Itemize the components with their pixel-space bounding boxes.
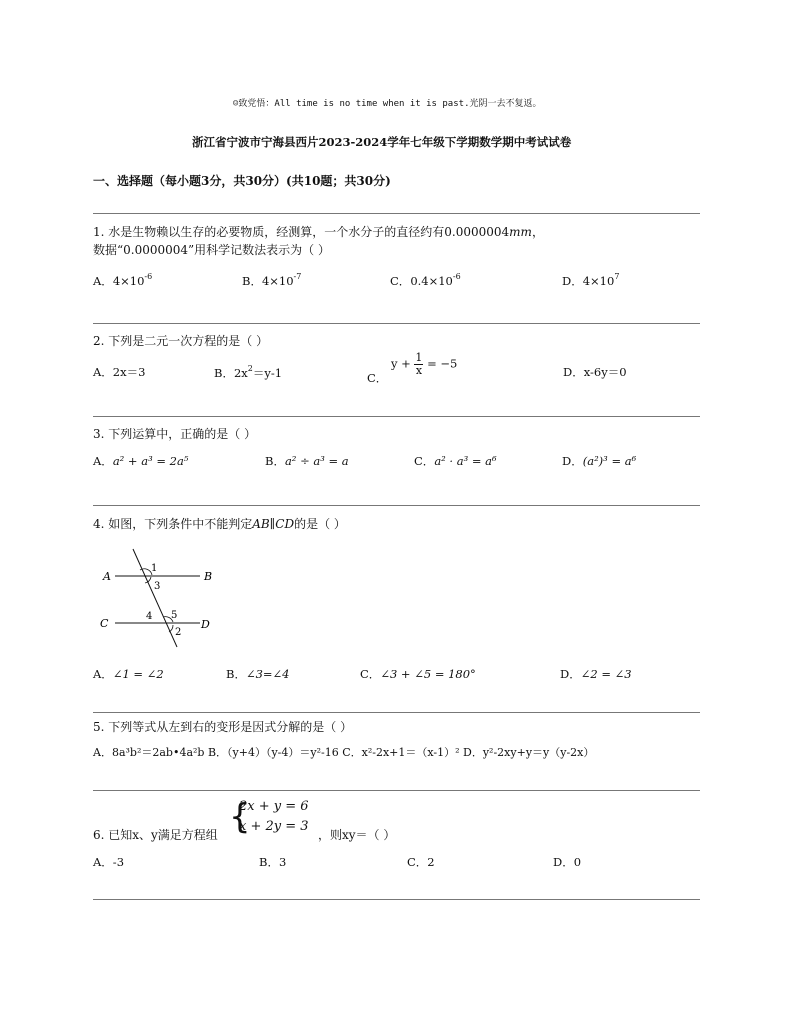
section-heading: 一、选择题（每小题3分，共30分）(共10题；共30分) bbox=[93, 174, 391, 188]
q1-option-d[interactable]: D．$4\times 10^7$ bbox=[562, 272, 620, 288]
q2-stem: 2. 下列是二元一次方程的是（ ） bbox=[93, 334, 269, 348]
brace-icon: { bbox=[229, 797, 251, 837]
label-c: C bbox=[100, 617, 109, 630]
q2-option-c[interactable]: C． y + $\frac{1}{x}$ = −5 bbox=[367, 351, 458, 385]
q2-option-d[interactable]: D．x-6y＝0 bbox=[563, 365, 627, 379]
q3-option-a[interactable]: A．a² + a³ = 2a⁵ bbox=[93, 454, 189, 468]
q6-equation-system bbox=[229, 797, 309, 837]
equation-2: x + 2y = 3 bbox=[239, 819, 309, 834]
q6-stem-pre: 6. 已知x、y满足方程组 bbox=[93, 828, 218, 842]
q4-option-c[interactable]: C．∠3 + ∠5 = 180° bbox=[360, 667, 476, 681]
q1-option-c[interactable]: C．$0.4\times 10^{-6}$ bbox=[390, 272, 461, 288]
exam-title: 浙江省宁波市宁海县西片2023-2024学年七年级下学期数学期中考试试卷 bbox=[192, 135, 572, 149]
q6-option-c[interactable]: C．2 bbox=[407, 855, 435, 869]
q4-option-d[interactable]: D．∠2 = ∠3 bbox=[560, 667, 632, 681]
divider bbox=[93, 899, 700, 900]
q1-option-b[interactable]: B．$4\times 10^{-7}$ bbox=[242, 272, 302, 288]
q4-option-b[interactable]: B．∠3=∠4 bbox=[226, 667, 290, 681]
q5-options[interactable]: A．8a³b²＝2ab•4a²b B．（y+4）（y-4）＝y²-16 C．x²-2x+1＝（x-1）² D．y²-2xy+y＝y（y-2x） bbox=[93, 746, 595, 759]
q4-option-a[interactable]: A．∠1 = ∠2 bbox=[93, 667, 164, 681]
equation-1: 2x + y = 6 bbox=[239, 799, 309, 814]
divider bbox=[93, 323, 700, 324]
motto-line: ☺致党悟：All time is no time when it is past.光阴一去不复返。 bbox=[233, 99, 542, 109]
label-a: A bbox=[103, 570, 111, 583]
fraction-one-over-x: $\frac{1}{x}$ bbox=[415, 351, 423, 377]
q3-option-c[interactable]: C．a² · a³ = a⁶ bbox=[414, 454, 497, 468]
q3-option-b[interactable]: B．a² ÷ a³ = a bbox=[265, 454, 349, 468]
angle-4-label: 4 bbox=[146, 611, 153, 622]
label-d: D bbox=[201, 618, 210, 631]
angle-3-label: 3 bbox=[154, 581, 161, 592]
divider bbox=[93, 213, 700, 214]
q2-option-b[interactable]: B．$2x^2=y-1$ bbox=[214, 364, 283, 380]
q6-option-a[interactable]: A．-3 bbox=[93, 855, 125, 869]
q1-option-a[interactable]: A．$4\times 10^{-6}$ bbox=[93, 272, 153, 288]
q1-stem-line2: 数据“0.0000004”用科学记数法表示为（ ） bbox=[93, 243, 330, 257]
parallel-lines-figure bbox=[93, 543, 223, 653]
q4-stem: 4. 如图，下列条件中不能判定AB∥CD的是（ ） bbox=[93, 517, 346, 531]
divider bbox=[93, 505, 700, 506]
q1-stem-line1: 1. 水是生物赖以生存的必要物质，经测算，一个水分子的直径约有0.0000004mm， bbox=[93, 225, 544, 239]
divider bbox=[93, 712, 700, 713]
q3-option-d[interactable]: D．(a²)³ = a⁶ bbox=[562, 454, 637, 468]
q6-stem-post: ，则xy＝（ ） bbox=[318, 828, 396, 842]
q2-option-a[interactable]: A．2x＝3 bbox=[93, 365, 146, 379]
divider bbox=[93, 416, 700, 417]
q3-stem: 3. 下列运算中，正确的是（ ） bbox=[93, 427, 257, 441]
q6-option-d[interactable]: D．0 bbox=[553, 855, 582, 869]
angle-5-label: 5 bbox=[171, 610, 178, 621]
label-b: B bbox=[204, 570, 213, 583]
angle-1-label: 1 bbox=[151, 563, 158, 574]
q5-stem: 5. 下列等式从左到右的变形是因式分解的是（ ） bbox=[93, 720, 353, 734]
divider bbox=[93, 790, 700, 791]
angle-2-label: 2 bbox=[175, 627, 182, 638]
q6-option-b[interactable]: B．3 bbox=[259, 855, 287, 869]
